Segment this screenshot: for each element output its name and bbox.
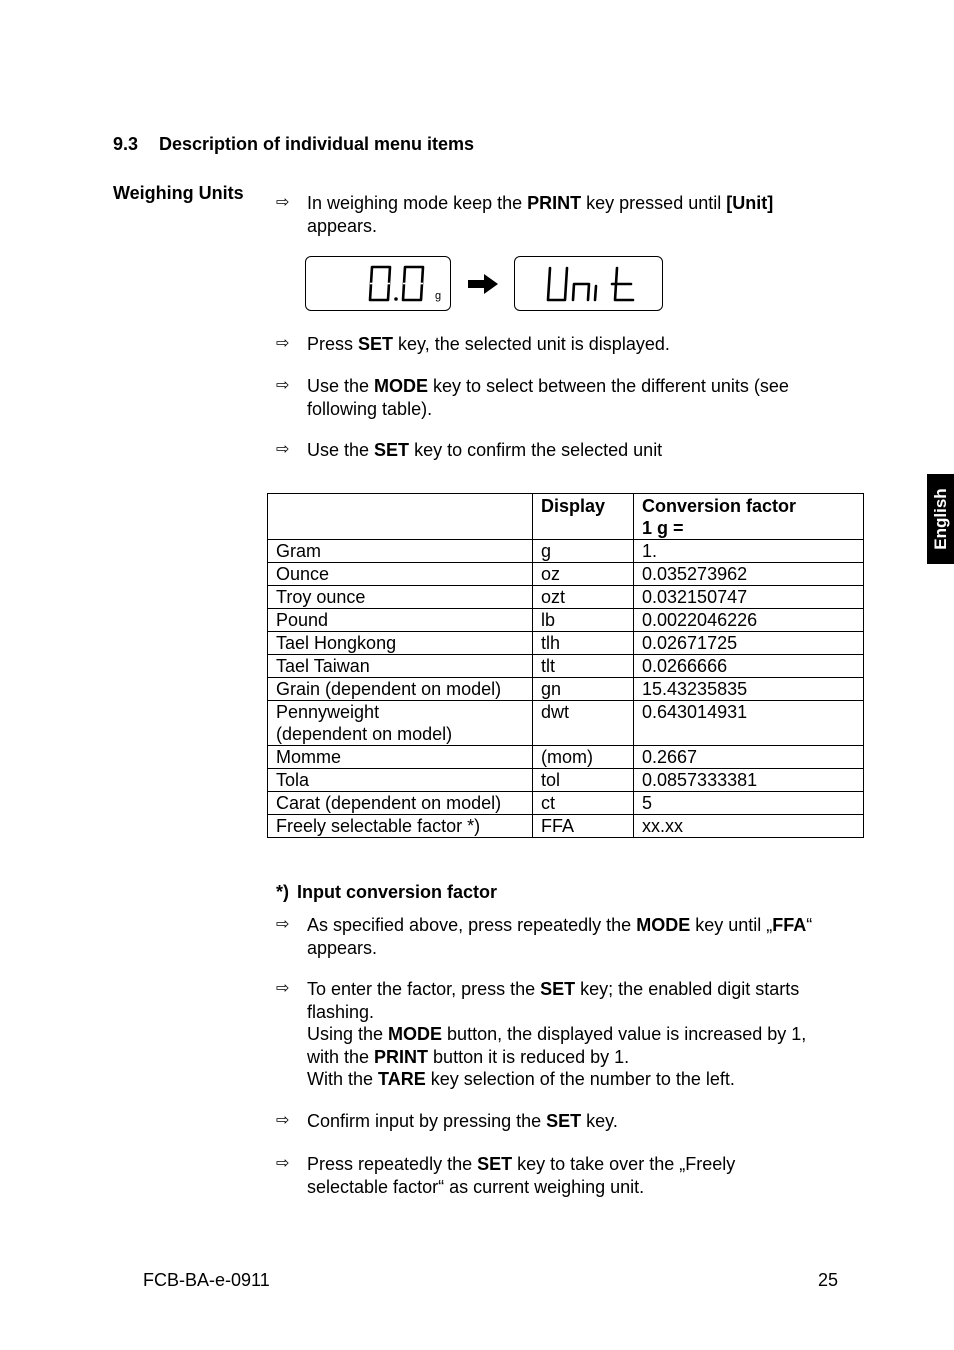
text-run: As specified above, press repeatedly the (307, 915, 637, 935)
unit-name-cell: Grain (dependent on model) (268, 678, 533, 701)
conversion-factor-cell: xx.xx (634, 815, 864, 838)
step-text (307, 375, 856, 420)
units-table-body (268, 540, 864, 838)
arrow-icon: ⇨ (276, 980, 290, 997)
header-conversion-factor (634, 494, 864, 540)
header-conversion-line1: Conversion factor (642, 496, 797, 516)
key-name: MODE (374, 376, 429, 396)
table-row (268, 632, 864, 655)
unit-name-cell: Pennyweight (dependent on model) (268, 701, 533, 746)
display-code-cell: tol (533, 769, 634, 792)
step-line (307, 1001, 856, 1024)
text-run: with the (307, 1046, 375, 1067)
unit-name-cell: Carat (dependent on model) (268, 792, 533, 815)
text-run: key to confirm the selected unit (409, 440, 663, 460)
step-line (307, 914, 856, 937)
table-row (268, 815, 864, 838)
display-code-cell: dwt (533, 701, 634, 746)
table-row (268, 769, 864, 792)
instruction-step (276, 375, 856, 420)
lcd-digits-0-0-g (306, 257, 452, 312)
units-table (267, 493, 864, 838)
key-name: MODE (636, 915, 691, 935)
table-row (268, 678, 864, 701)
key-name: SET (477, 1154, 513, 1174)
text-run: flashing. (307, 1001, 375, 1022)
side-label-weighing-units: Weighing Units (113, 183, 244, 203)
arrow-icon: ⇨ (276, 1155, 290, 1172)
conversion-factor-cell: 1. (634, 540, 864, 563)
instruction-step (276, 439, 856, 462)
footer-doc-id: FCB-BA-e-0911 (143, 1270, 270, 1290)
step-line (307, 1176, 856, 1199)
text-run: In weighing mode keep the (307, 193, 528, 213)
step-text (307, 914, 856, 959)
unit-name-cell: Gram (268, 540, 533, 563)
text-run: key pressed until (581, 193, 727, 213)
table-row (268, 563, 864, 586)
key-name: PRINT (527, 193, 582, 213)
sub-heading (276, 882, 497, 903)
display-code-cell: (mom) (533, 746, 634, 769)
lcd-value-text (515, 257, 516, 258)
key-name: [Unit] (726, 193, 774, 213)
table-row (268, 586, 864, 609)
header-display: Display (533, 494, 634, 540)
text-run: With the (307, 1069, 379, 1089)
arrow-icon: ⇨ (276, 441, 290, 458)
key-name: MODE (388, 1024, 443, 1044)
lcd-unit-label: g (435, 290, 442, 302)
step-line (307, 937, 856, 960)
step-line (307, 1046, 856, 1069)
conversion-factor-cell: 0.643014931 (634, 701, 864, 746)
text-run: key; the enabled digit starts (575, 979, 800, 999)
conversion-factor-cell: 0.0857333381 (634, 769, 864, 792)
instruction-step (276, 192, 856, 237)
text-run: key selection of the number to the left. (425, 1069, 735, 1089)
instruction-step (276, 333, 856, 356)
step-line (307, 1068, 856, 1091)
display-code-cell: oz (533, 563, 634, 586)
unit-name-cell: Momme (268, 746, 533, 769)
text-run: key, the selected unit is displayed. (393, 334, 670, 354)
section-number: 9.3 (113, 134, 139, 154)
text-run: Confirm input by pressing the (307, 1111, 547, 1131)
conversion-factor-cell: 0.02671725 (634, 632, 864, 655)
unit-name-cell: Tael Hongkong (268, 632, 533, 655)
arrow-icon: ⇨ (276, 377, 290, 394)
text-run: key to take over the „Freely (512, 1154, 736, 1174)
text-run: button, the displayed value is increased by 1, (442, 1024, 807, 1044)
text-run: following table). (307, 398, 433, 419)
key-name: SET (540, 979, 576, 999)
step-line (307, 439, 856, 462)
footer-page-number: 25 (818, 1270, 839, 1290)
display-code-cell: ozt (533, 586, 634, 609)
display-code-cell: ct (533, 792, 634, 815)
text-run: key until „ (690, 915, 773, 935)
conversion-factor-cell: 5 (634, 792, 864, 815)
conversion-factor-cell: 0.0022046226 (634, 609, 864, 632)
table-header-row (268, 494, 864, 540)
footnote-marker: *) (276, 882, 289, 902)
display-code-cell: g (533, 540, 634, 563)
step-line (307, 375, 856, 398)
arrow-icon: ⇨ (276, 194, 290, 211)
language-tab (927, 474, 954, 564)
key-name: PRINT (374, 1046, 429, 1067)
unit-name-cell: Pound (268, 609, 533, 632)
language-tab-label: English (930, 488, 950, 550)
lcd-value-text (306, 257, 307, 258)
text-run: button it is reduced by 1. (428, 1046, 630, 1067)
unit-name-cell: Tola (268, 769, 533, 792)
step-text (307, 1153, 856, 1198)
header-conversion-line2: 1 g = (642, 518, 684, 538)
text-run: Use the (307, 440, 375, 460)
step-line (307, 398, 856, 421)
section-title: Description of individual menu items (159, 134, 475, 154)
sub-heading-title: Input conversion factor (297, 882, 498, 902)
text-run: selectable factor“ as current weighing unit. (307, 1176, 645, 1197)
text-run: Press (307, 334, 359, 354)
table-row (268, 540, 864, 563)
text-run: Press repeatedly the (307, 1154, 478, 1174)
unit-name-cell: Ounce (268, 563, 533, 586)
arrow-icon: ⇨ (276, 1112, 290, 1129)
table-row (268, 746, 864, 769)
conversion-factor-cell: 0.2667 (634, 746, 864, 769)
key-name: SET (358, 334, 394, 354)
conversion-factor-cell: 0.0266666 (634, 655, 864, 678)
step-line (307, 1023, 856, 1046)
text-run: To enter the factor, press the (307, 979, 541, 999)
lcd-display-unit (514, 256, 663, 311)
step-line (307, 192, 856, 215)
unit-name-cell: Tael Taiwan (268, 655, 533, 678)
step-line (307, 333, 856, 356)
step-line (307, 1153, 856, 1176)
table-row (268, 701, 864, 746)
text-run: key to select between the different units (see (428, 376, 789, 396)
instruction-step (276, 914, 856, 959)
arrow-icon: ⇨ (276, 916, 290, 933)
step-text (307, 439, 856, 462)
right-arrow-icon (466, 270, 500, 298)
step-text (307, 192, 856, 237)
instruction-step (276, 978, 856, 1091)
lcd-text-unit (515, 257, 664, 312)
display-code-cell: tlt (533, 655, 634, 678)
text-run: Using the (307, 1024, 389, 1044)
display-code-cell: FFA (533, 815, 634, 838)
unit-name-cell: Troy ounce (268, 586, 533, 609)
conversion-factor-cell: 0.032150747 (634, 586, 864, 609)
text-run: key. (581, 1111, 618, 1131)
step-line (307, 978, 856, 1001)
instruction-step (276, 1110, 856, 1133)
lcd-display-zero (305, 256, 451, 311)
text-run: appears. (307, 215, 378, 236)
step-text (307, 978, 856, 1091)
table-row (268, 792, 864, 815)
key-name: FFA (772, 915, 807, 935)
step-line (307, 1110, 856, 1133)
key-name: SET (374, 440, 410, 460)
display-code-cell: lb (533, 609, 634, 632)
step-text (307, 333, 856, 356)
unit-name-cell: Freely selectable factor *) (268, 815, 533, 838)
instruction-step (276, 1153, 856, 1198)
display-code-cell: tlh (533, 632, 634, 655)
text-run: appears. (307, 937, 378, 958)
text-run: Use the (307, 376, 375, 396)
key-name: TARE (378, 1069, 426, 1089)
key-name: SET (546, 1111, 582, 1131)
conversion-factor-cell: 15.43235835 (634, 678, 864, 701)
arrow-icon: ⇨ (276, 335, 290, 352)
text-run: “ (806, 915, 813, 935)
display-code-cell: gn (533, 678, 634, 701)
step-text (307, 1110, 856, 1133)
conversion-factor-cell: 0.035273962 (634, 563, 864, 586)
table-row (268, 655, 864, 678)
step-line (307, 215, 856, 238)
header-unit (268, 494, 533, 540)
table-row (268, 609, 864, 632)
